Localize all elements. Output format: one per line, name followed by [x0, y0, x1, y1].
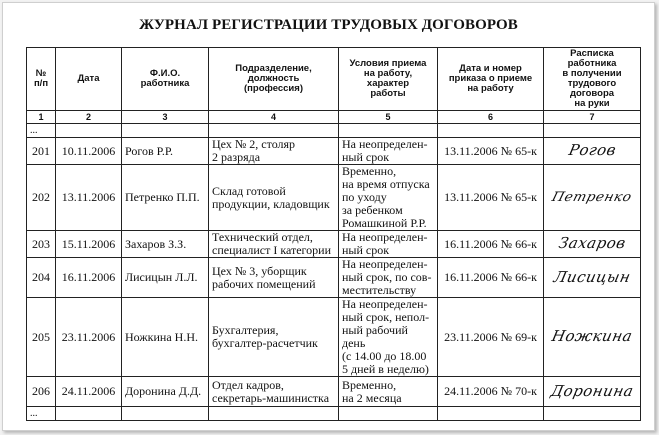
row-order: 24.11.2006 № 70-к [438, 377, 544, 407]
table-row [27, 231, 641, 258]
row-fio: Ножкина Н.Н. [122, 298, 209, 377]
row-date: 15.11.2006 [56, 231, 122, 258]
header-department: Подразделение, должность (профессия) [209, 48, 339, 111]
row-fio: Рогов Р.Р. [122, 138, 209, 165]
row-department: Цех № 3, уборщик рабочих помещений [209, 258, 339, 298]
ellipsis: ... [27, 407, 56, 421]
row-signature [544, 165, 641, 231]
row-department: Цех № 2, столяр 2 разряда [209, 138, 339, 165]
header-signature: Расписка работника в получении трудового договора на руки [544, 48, 641, 111]
row-signature [544, 138, 641, 165]
row-number: 206 [27, 377, 56, 407]
header-order: Дата и номер приказа о приеме на работу [438, 48, 544, 111]
ellipsis-row-top [27, 124, 641, 138]
column-number: 1 [27, 111, 56, 124]
row-conditions: Временно, на время отпуска по уходу за ребенком Ромашкиной Р.Р. [339, 165, 438, 231]
row-conditions: Временно, на 2 месяца [339, 377, 438, 407]
ellipsis: ... [27, 124, 56, 138]
journal-title: ЖУРНАЛ РЕГИСТРАЦИИ ТРУДОВЫХ ДОГОВОРОВ [139, 17, 518, 33]
row-number: 205 [27, 298, 56, 377]
column-number: 3 [122, 111, 209, 124]
table-row [27, 138, 641, 165]
row-conditions: На неопределен- ный срок [339, 138, 438, 165]
column-number: 5 [339, 111, 438, 124]
document-frame [2, 2, 655, 431]
row-number: 204 [27, 258, 56, 298]
row-department: Склад готовой продукции, кладовщик [209, 165, 339, 231]
column-number-row [27, 111, 641, 124]
row-conditions: На неопределен- ный срок [339, 231, 438, 258]
row-fio: Лисицын Л.Л. [122, 258, 209, 298]
column-number: 6 [438, 111, 544, 124]
table-row [27, 258, 641, 298]
row-conditions: На неопределен- ный срок, непол- ный рабочий день (с 14.00 до 18.00 5 дней в неделю) [339, 298, 438, 377]
signature: Ножкина [550, 327, 635, 345]
signature: Захаров [556, 234, 628, 252]
row-fio: Доронина Д.Д. [122, 377, 209, 407]
row-fio: Петренко П.П. [122, 165, 209, 231]
row-department: Технический отдел, специалист I категории [209, 231, 339, 258]
header-conditions: Условия приема на работу, характер работы [339, 48, 438, 111]
row-order: 16.11.2006 № 66-к [438, 258, 544, 298]
signature: Лисицын [552, 267, 633, 286]
row-date: 16.11.2006 [56, 258, 122, 298]
table-row [27, 377, 641, 407]
row-department: Бухгалтерия, бухгалтер-расчетчик [209, 298, 339, 377]
row-order: 13.11.2006 № 65-к [438, 138, 544, 165]
header-fio: Ф.И.О. работника [122, 48, 209, 111]
signature: Доронина [549, 381, 636, 400]
row-signature [544, 258, 641, 298]
row-number: 203 [27, 231, 56, 258]
column-number: 4 [209, 111, 339, 124]
row-order: 16.11.2006 № 66-к [438, 231, 544, 258]
row-fio: Захаров З.З. [122, 231, 209, 258]
ellipsis-row-bottom [27, 407, 641, 421]
row-department: Отдел кадров, секретарь-машинистка [209, 377, 339, 407]
row-date: 10.11.2006 [56, 138, 122, 165]
table-row [27, 298, 641, 377]
column-number: 2 [56, 111, 122, 124]
row-number: 202 [27, 165, 56, 231]
row-number: 201 [27, 138, 56, 165]
header-row [27, 48, 641, 111]
signature: Рогов [566, 141, 618, 159]
column-number: 7 [544, 111, 641, 124]
table-row [27, 165, 641, 231]
row-date: 13.11.2006 [56, 165, 122, 231]
row-conditions: На неопределен- ный срок, по сов- местительству [339, 258, 438, 298]
row-date: 23.11.2006 [56, 298, 122, 377]
row-order: 13.11.2006 № 65-к [438, 165, 544, 231]
row-signature [544, 377, 641, 407]
row-signature [544, 298, 641, 377]
header-number: № п/п [27, 48, 56, 111]
row-order: 23.11.2006 № 69-к [438, 298, 544, 377]
registration-table [26, 47, 641, 421]
signature: Петренко [550, 190, 634, 205]
row-signature [544, 231, 641, 258]
header-date: Дата [56, 48, 122, 111]
row-date: 24.11.2006 [56, 377, 122, 407]
